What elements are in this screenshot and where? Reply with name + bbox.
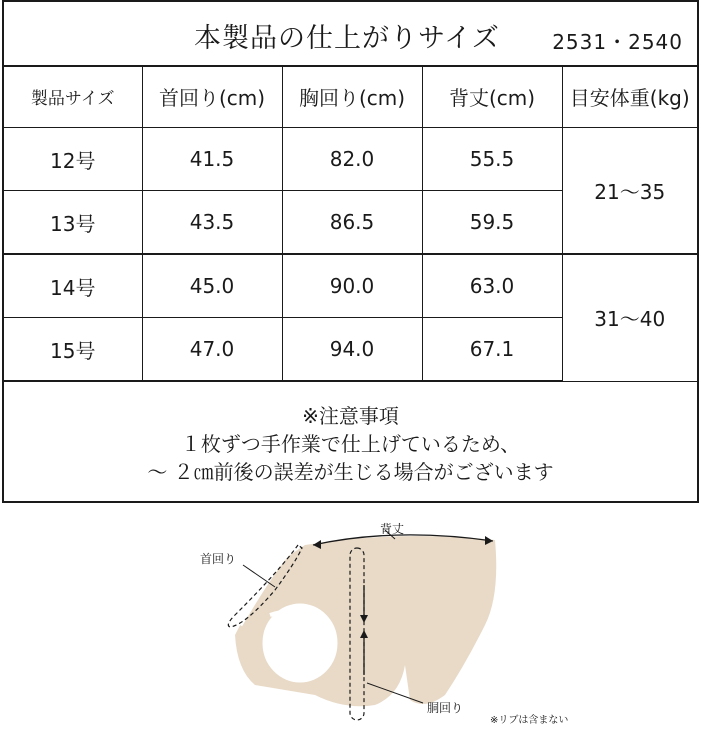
header-neck: 首回り(cm) [142,65,282,128]
product-codes: 2531・2540 [552,30,683,54]
title-row [4,2,697,67]
notes-section [4,380,697,486]
cell-size: 12号 [4,128,142,191]
header-weight: 目安体重(kg) [562,65,697,128]
notes-line-1: １枚ずつ手作業で仕上げているため、 [180,432,521,456]
page-title: 本製品の仕上がりサイズ [194,23,500,54]
size-chart [2,0,699,503]
cell-neck: 45.0 [142,254,282,318]
label-chest: 胴回り [427,701,464,715]
cell-chest: 94.0 [282,318,422,382]
notes-line-2: ～ ２㎝前後の誤差が生じる場合がございます [147,460,554,484]
label-back: 背丈 [380,522,405,536]
label-neck: 首回り [200,552,237,566]
header-back: 背丈(cm) [422,65,562,128]
header-size: 製品サイズ [4,65,142,128]
header-chest: 胸回り(cm) [282,65,422,128]
cell-size: 15号 [4,318,142,382]
cell-neck: 41.5 [142,128,282,191]
cell-chest: 82.0 [282,128,422,191]
cell-back: 63.0 [422,254,562,318]
cell-size: 14号 [4,254,142,318]
table-header-row [4,65,697,128]
cell-weight: 21～35 [562,128,697,255]
cell-chest: 90.0 [282,254,422,318]
cell-weight: 31～40 [562,254,697,381]
size-table [4,65,697,382]
cell-size: 13号 [4,191,142,255]
leg-hole [264,605,336,681]
cell-neck: 47.0 [142,318,282,382]
cell-back: 59.5 [422,191,562,255]
notes-heading: ※注意事項 [302,404,399,428]
table-row [4,254,697,318]
cell-back: 55.5 [422,128,562,191]
cell-neck: 43.5 [142,191,282,255]
measurement-diagram [195,515,595,730]
cell-chest: 86.5 [282,191,422,255]
garment-illustration [195,515,595,730]
footnote-rib: ※リブは含まない [490,715,569,726]
cell-back: 67.1 [422,318,562,382]
table-row [4,128,697,191]
